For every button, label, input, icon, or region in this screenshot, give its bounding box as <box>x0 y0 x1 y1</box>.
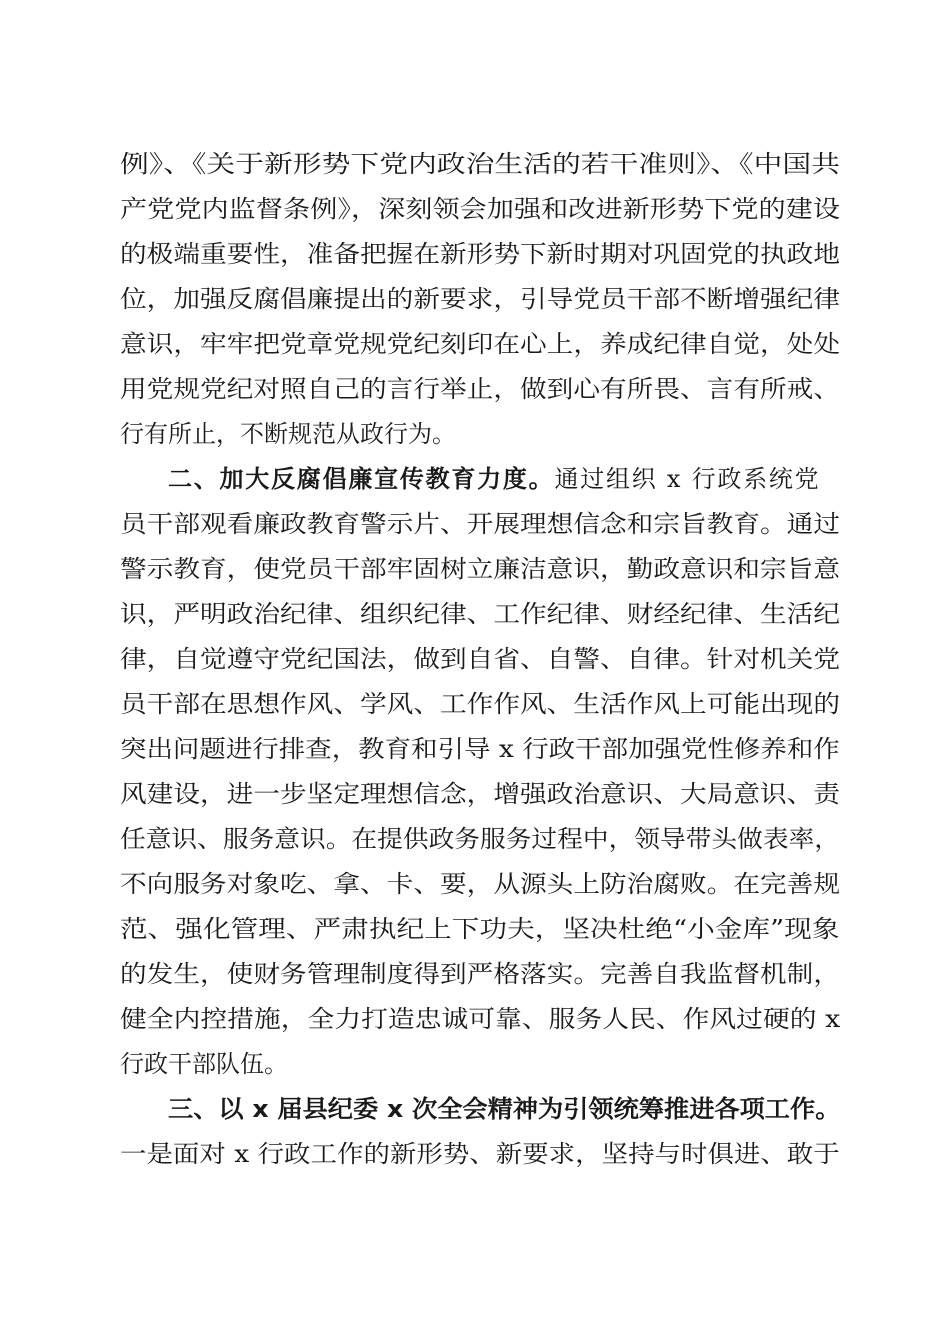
p2-line-12: 的发生，使财务管理制度得到严格落实。完善自我监督机制， <box>120 960 841 988</box>
p2-line-8: 风建设，进一步坚定理想信念，增强政治意识、大局意识、责 <box>120 780 841 808</box>
p1-line-4: 位，加强反腐倡廉提出的新要求，引导党员干部不断增强纪律 <box>120 285 841 313</box>
p1-line-1: 例》、《关于新形势下党内政治生活的若干准则》、《中国共 <box>120 150 840 178</box>
p2-line-11: 范、强化管理、严肃执纪上下功夫，坚决杜绝“小金库”现象 <box>120 915 840 943</box>
p2-line-14: 行政干部队伍。 <box>120 1050 288 1078</box>
p2-line-13: 健全内控措施，全力打造忠诚可靠、服务人民、作风过硬的 x <box>120 1005 841 1033</box>
p2-line-1 <box>168 456 820 502</box>
p2-line-10: 不向服务对象吃、拿、卡、要，从源头上防治腐败。在完善规 <box>120 870 841 898</box>
section-heading-2: 二、加大反腐倡廉宣传教育力度。 <box>168 465 555 493</box>
p2-line-6: 员干部在思想作风、学风、工作作风、生活作风上可能出现的 <box>120 690 841 718</box>
p2-line-7: 突出问题进行排查，教育和引导 x 行政干部加强党性修养和作 <box>120 735 840 763</box>
p1-line-6: 用党规党纪对照自己的言行举止，做到心有所畏、言有所戒、 <box>120 375 841 403</box>
p2-line-3: 警示教育，使党员干部牢固树立廉洁意识，勤政意识和宗旨意 <box>120 555 841 583</box>
p2-line-1-rest: 通过组织 x 行政系统党 <box>554 465 821 493</box>
p1-line-5: 意识，牢牢把党章党规党纪刻印在心上，养成纪律自觉，处处 <box>120 330 841 358</box>
p2-line-4: 识，严明政治纪律、组织纪律、工作纪律、财经纪律、生活纪 <box>120 600 841 628</box>
section-heading-3: 三、以 x 届县纪委 x 次全会精神为引领统筹推进各项工作。 <box>168 1095 841 1123</box>
p2-line-5: 律，自觉遵守党纪国法，做到自省、自警、自律。针对机关党 <box>120 645 841 673</box>
p2-line-9: 任意识、服务意识。在提供政务服务过程中，领导带头做表率， <box>120 825 840 853</box>
p3-line-2: 一是面对 x 行政工作的新形势、新要求，坚持与时俱进、敢于 <box>120 1140 840 1168</box>
p1-line-3: 的极端重要性，准备把握在新形势下新时期对巩固党的执政地 <box>120 240 841 268</box>
p2-line-2: 员干部观看廉政教育警示片、开展理想信念和宗旨教育。通过 <box>120 510 841 538</box>
p1-line-7: 行有所止，不断规范从政行为。 <box>120 420 456 448</box>
p1-line-2: 产党党内监督条例》，深刻领会加强和改进新形势下党的建设 <box>120 195 840 223</box>
